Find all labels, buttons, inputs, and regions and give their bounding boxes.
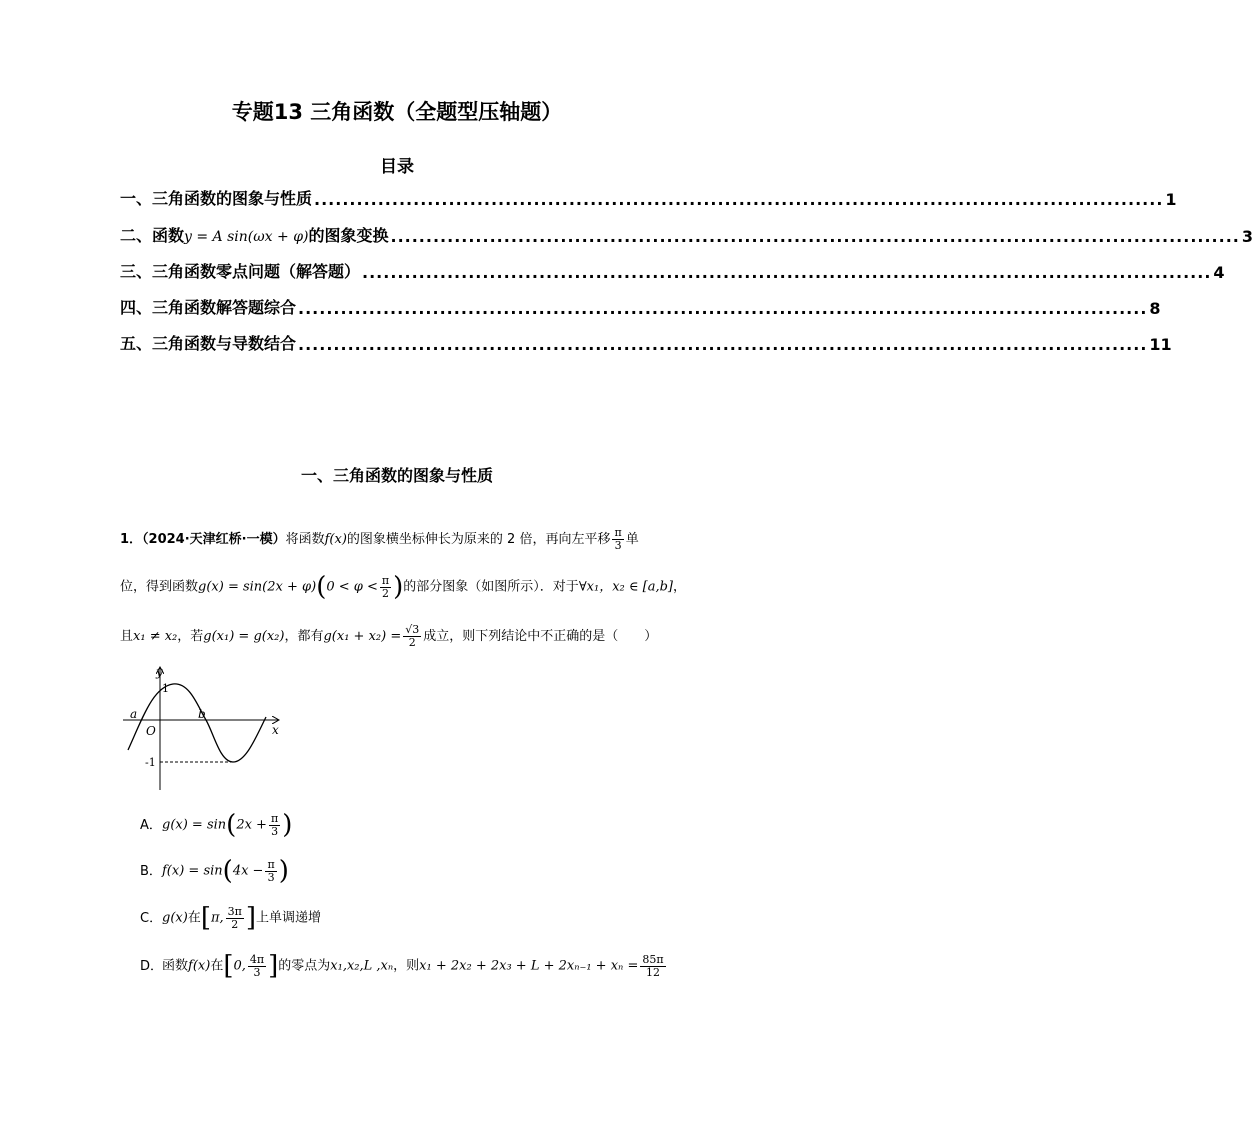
toc-entry-1[interactable] (120, 185, 1177, 209)
fraction: $\frac{\pi}{3}$ (614, 526, 622, 552)
x-axis-label: x (272, 723, 279, 737)
point-a-label: a (130, 707, 138, 721)
toc-leader-dots: ........................................................................................................................ (390, 227, 1240, 246)
toc-entry-label: 四、三角函数解答题综合 (120, 298, 297, 317)
question-line-2: 位，得到函数g(x) = sin(2x + φ)(0 < φ < $\frac{\pi}{2}$ )的部分图象（如图所示）．对于∀x₁，x₂ ∈ [a,b]， (120, 572, 686, 602)
toc-heading: 目录 (380, 157, 414, 177)
toc-entry-label: 五、三角函数与导数结合 (120, 334, 297, 353)
toc-entry-3[interactable] (120, 258, 1225, 282)
toc-entry-4[interactable] (120, 294, 1161, 318)
toc-leader-dots: ........................................................................................................................ (298, 299, 1148, 318)
toc-entry-page: 3 (1241, 227, 1253, 246)
toc-entry-page: 11 (1149, 335, 1172, 354)
sine-graph-figure (118, 662, 288, 792)
point-b-label: b (198, 707, 206, 721)
tick-label-neg-one: -1 (145, 756, 156, 769)
question-line-1: 1．（2024·天津红桥·一模）将函数f(x)的图象横坐标伸长为原来的 2 倍，再向左平移 $\frac{\pi}{3}$ 单 (120, 526, 639, 552)
document-title: 专题13 三角函数（全题型压轴题） (231, 100, 563, 124)
origin-label: O (146, 724, 156, 738)
toc-entry-label: 三、三角函数零点问题（解答题） (120, 262, 361, 281)
y-axis-label: y (156, 665, 163, 679)
tick-label-one: 1 (162, 682, 169, 695)
toc-leader-dots: ........................................................................................................................ (362, 263, 1212, 282)
toc-entry-label: 二、函数y = A sin(ωx + φ)的图象变换 (120, 226, 389, 245)
option-b[interactable]: B．f(x) = sin(4x − $\frac{\pi}{3}$ ) (140, 856, 289, 886)
toc-entry-page: 8 (1149, 299, 1161, 318)
toc-entry-label: 一、三角函数的图象与性质 (120, 189, 313, 208)
toc-entry-2[interactable] (120, 222, 1253, 246)
toc-formula: y = A sin(ωx + φ) (184, 229, 309, 245)
question-line-3: 且x₁ ≠ x₂，若g(x₁) = g(x₂)，都有g(x₁ + x₂) = $\frac{√3}{2}$ 成立，则下列结论中不正确的是（ ） (120, 623, 658, 649)
section-heading: 一、三角函数的图象与性质 (300, 466, 493, 485)
option-d[interactable]: D．函数f(x)在[0, $\frac{4\pi}{3}$ ]的零点为x₁,x₂,L ,xₙ，则x₁ + 2x₂ + 2x₃ + L + 2xₙ₋₁ + xₙ = $\frac{85\pi}{12}$ (140, 951, 664, 981)
option-c[interactable]: C．g(x)在[π, $\frac{3\pi}{2}$ ]上单调递增 (140, 903, 322, 933)
question-number: 1． (120, 532, 143, 547)
question-source: （2024·天津红桥·一模） (142, 532, 286, 547)
option-a[interactable]: A．g(x) = sin(2x + $\frac{\pi}{3}$ ) (140, 810, 293, 840)
toc-entry-5[interactable] (120, 330, 1172, 354)
sine-curve (128, 684, 266, 762)
toc-entry-page: 1 (1165, 190, 1177, 209)
toc-leader-dots: ........................................................................................................................ (314, 190, 1164, 209)
toc-leader-dots: ........................................................................................................................ (298, 335, 1148, 354)
toc-entry-page: 4 (1213, 263, 1225, 282)
